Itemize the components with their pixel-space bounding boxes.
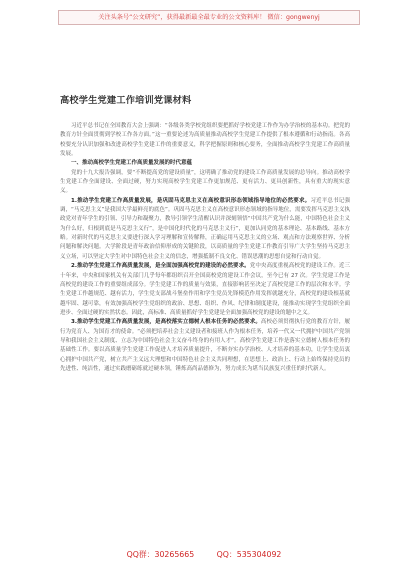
page-title: 高校学生党建工作培训党课材料 — [60, 95, 192, 106]
paragraph-lead: 2.推动学生党建工作高质量发展，是全面加强高校党的建设的必然要求。 — [71, 263, 250, 270]
paragraph-lead: 3.推动学生党建工作高质量发展，是高校落实立德树人根本任务的必然要求。 — [71, 319, 261, 326]
qq-group-text: QQ群：30265665 — [126, 550, 195, 559]
paragraph-text: 习近平总书记强调，“马克思主义”是我国大学最鲜亮的底色”。巩固马克思主义在高校意识形态领域的指导地位，需要发挥马克思主义执政党对青年学生的引领、引导力和凝聚力，教导引领学生清醒认识并深刻领悟“中国共产党为什么能，中国特色社会主义为什么好，归根到底是马克思主义行”，是中国化时代化的马克思主义行”，更加认同党的基本理论、基本路线、基本方略。对新时代的马克思主义要进行深入学习理解和宣传解释，正确运用马克思主义的立场、观点和方法观察世界、分析问题和解决问题。大学阶段是青年政治信仰形成的关键阶段，以高质量的学生党建工作教育引导广大学生坚持马克思主义立场，可以坚定大学生对中国特色社会主义的信念，增强抵制不良文化、错误思潮的思想自觉和行动自觉。 — [60, 197, 350, 260]
paragraph-text: 习近平总书记在全国教育大会上强调：“各级各类学校党组织要把抓好学校党建工作作为办学治校的基本功。把党的教育方针全面贯彻到学校工作各方面。”这一重要论述为高质量推动高校学生党建工作提供了根本遵循和行动指南。各高校要充分认识加强和改进高校学生党建工作的重要意义，科学把握原则和核心要务，全面推动高校学生党建工作高质量发展。 — [60, 123, 350, 158]
body-paragraph — [60, 318, 350, 374]
paragraph-text: 高校必须贯彻执行党的教育方针，履行为党育人、为国育才的使命。“必须把培养社会主义建设者和接班人作为根本任务，培养一代又一代拥护中国共产党领导和我国社会主义制度、立志为中国特色社会主义奋斗终身的有用人才”。高校学生党建工作是落实立德树人根本任务的基础性工作。要以高质量学生党建工作促进人才培养质量提升，不断夯实办学治校、人才培养的基本功，让学生党员衷心拥护中国共产党，树立共产主义远大理想和中国特色社会主义共同理想，在思想上、政治上、行动上始终保持党员的先进性、纯洁性，通过实践磨砺练就过硬本领，锤炼高尚品德修为，努力成长为堪当民族复兴重任的时代新人。 — [60, 319, 350, 372]
body-paragraph — [60, 122, 350, 159]
body-paragraph — [60, 262, 350, 318]
paragraph-text: 党中央高度重视高校党的建设工作。近三十年来，中央和国家机关有关部门几乎每年都组织召开全国高校党的建设工作会议，至今已有 27 次。学生党建工作是高校党的建设工作的重要组成部分。学生党建工作的质量与效果，直接影响甚至决定了高校党建工作的层次和水平。学生党建工作越规范、越有活力，学生党支部战斗堡垒作用和学生党员先锋模范作用发挥就越充分，高校党的建设根基就越牢固、越可靠，有效加强高校学生党组织的政治、思想、组织、作风、纪律和制度建设，能推动实现学生党组织全面进步、全面过硬的实然状态。因此，高标准、高质量抓好学生党建是全面加强高校党的建设的题中之义。 — [60, 263, 350, 316]
paragraph-text: 一、推动高校学生党建工作高质量发展的时代意蕴 — [71, 160, 193, 167]
document-body — [60, 122, 350, 542]
paragraph-lead: 1.推动学生党建工作高质量发展，是巩固马克思主义在高校意识形态领域指导地位的必然要求。 — [71, 197, 311, 204]
body-paragraph — [60, 197, 350, 262]
paragraph-text: 党的十九大报告强调，要“不断提高党的建设质量”，这明确了推动党的建设工作高质量发展的总导向。推动高校学生党建工作全面建设、全面过硬，努力实现高校学生党建工作更加规范、更有活力、更具创新性，具有重大的现实意义。 — [60, 169, 350, 195]
footer-contact — [0, 549, 408, 563]
qq-contact-text: QQ：535304092 — [216, 550, 282, 559]
section-heading — [60, 159, 350, 168]
promo-banner[interactable]: 关注头条号“公文研究”，获得最新最全最专业的公文资料库！ 微信：gongwenyj — [58, 10, 360, 25]
body-paragraph — [60, 169, 350, 197]
